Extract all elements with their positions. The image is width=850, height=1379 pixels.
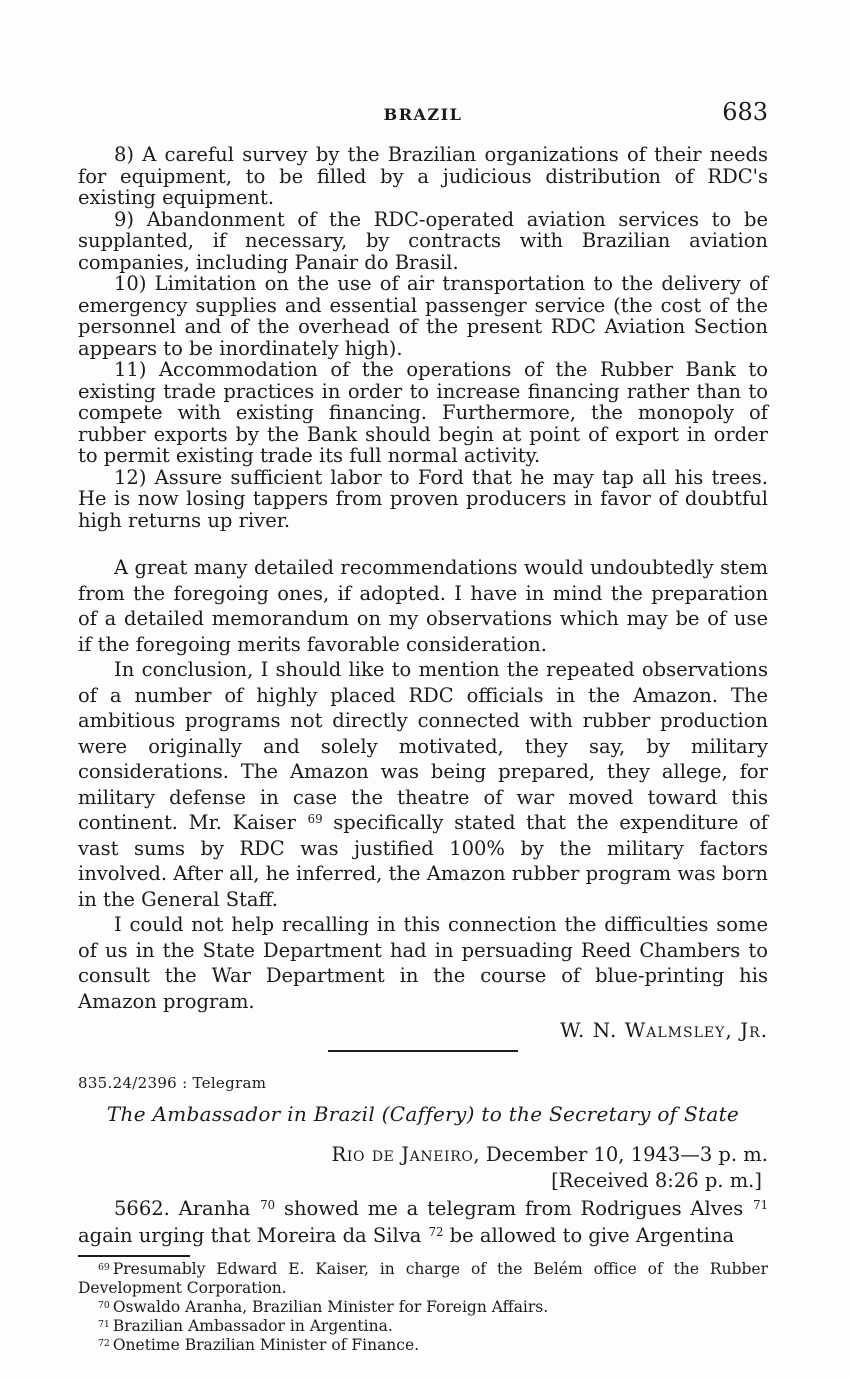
- telegram-section: [78, 1074, 768, 1249]
- document-heading: The Ambassador in Brazil (Caffery) to the Secretary of State: [106, 1102, 740, 1126]
- file-reference: 835.24/2396 : Telegram: [78, 1074, 267, 1092]
- footnote-marker: 70: [98, 1300, 110, 1312]
- report-paragraph: A great many detailed recommendations would undoubtedly stem from the foregoing ones, if adopted. I have in mind the preparation of a detailed memorandum on my observations which may be of use if the foregoing merits favorable consideration.: [78, 556, 768, 656]
- dateline: Rio de Janeiro, December 10, 1943—3 p. m.: [331, 1143, 768, 1166]
- recommendation-paragraph: 10) Limitation on the use of air transportation to the delivery of emergency supplies and essential passenger service (the cost of the personnel and of the overhead of the present RDC Aviation Section appears to be inordinately high).: [78, 272, 768, 360]
- report-paragraph: I could not help recalling in this connection the difficulties some of us in the State Department had in persuading Reed Chambers to consult the War Department in the course of blue-printing his Amazon program.: [78, 913, 768, 1013]
- signature: W. N. Walmsley, Jr.: [560, 1018, 768, 1042]
- footnote: [78, 1298, 768, 1317]
- footnote-text: Oswaldo Aranha, Brazilian Minister for Foreign Affairs.: [112, 1298, 549, 1316]
- footnote-divider: [78, 1255, 190, 1257]
- footnote-text: Presumably Edward E. Kaiser, in charge of the Belém office of the Rubber Development Corporation.: [78, 1260, 768, 1297]
- footnote-text: Brazilian Ambassador in Argentina.: [112, 1317, 393, 1335]
- section-title: BRAZIL: [383, 105, 463, 124]
- recommendation-paragraph: 12) Assure sufficient labor to Ford that he may tap all his trees. He is now losing tappers from proven producers in favor of doubtful high returns up river.: [78, 465, 768, 532]
- footnote-text: Onetime Brazilian Minister of Finance.: [112, 1336, 420, 1354]
- footnote-marker: 72: [98, 1338, 110, 1350]
- received-line: [Received 8:26 p. m.]: [551, 1169, 762, 1192]
- footnote-list: [78, 1260, 768, 1355]
- footnote-marker: 71: [98, 1319, 110, 1331]
- report-paragraphs: [78, 555, 768, 1014]
- recommendation-paragraph: 8) A careful survey by the Brazilian organizations of their needs for equipment, to be filled by a judicious distribution of RDC's existing equipment.: [78, 143, 768, 209]
- recommendation-paragraph: 11) Accommodation of the operations of the Rubber Bank to existing trade practices in order to increase financing rather than to compete with existing financing. Furthermore, the monopoly of rubber exports by the Bank should begin at point of export in order to permit existing trade its full normal activity.: [78, 358, 768, 467]
- telegram-paragraph: 5662. Aranha $^{70}$ showed me a telegram from Rodrigues Alves $^{71}$ again urging that Moreira da Silva $^{72}$ be allowed to give Argentina: [78, 1197, 769, 1247]
- recommendation-paragraph: 9) Abandonment of the RDC-operated aviation services to be supplanted, if necessary, by contracts with Brazilian aviation companies, including Panair do Brasil.: [78, 207, 768, 274]
- page-number: 683: [722, 98, 768, 126]
- report-paragraph: In conclusion, I should like to mention the repeated observations of a number of highly placed RDC officials in the Amazon. The ambitious programs not directly connected with rubber production were originally and solely motivated, they say, by military considerations. The Amazon was being prepared, they allege, for military defense in case the theatre of war moved toward this continent. Mr. Kaiser $^{69}$ specifically stated that the expenditure of vast sums by RDC was justified 100% by the military factors involved. After all, he inferred, the Amazon rubber program was born in the General Staff.: [78, 658, 768, 911]
- running-head: [78, 98, 768, 124]
- recommendation-list: [78, 144, 768, 531]
- section-divider: [328, 1050, 518, 1052]
- footnote: [78, 1260, 768, 1298]
- footnote: [78, 1336, 768, 1355]
- footnote-marker: 69: [98, 1262, 110, 1274]
- footnote: [78, 1317, 768, 1336]
